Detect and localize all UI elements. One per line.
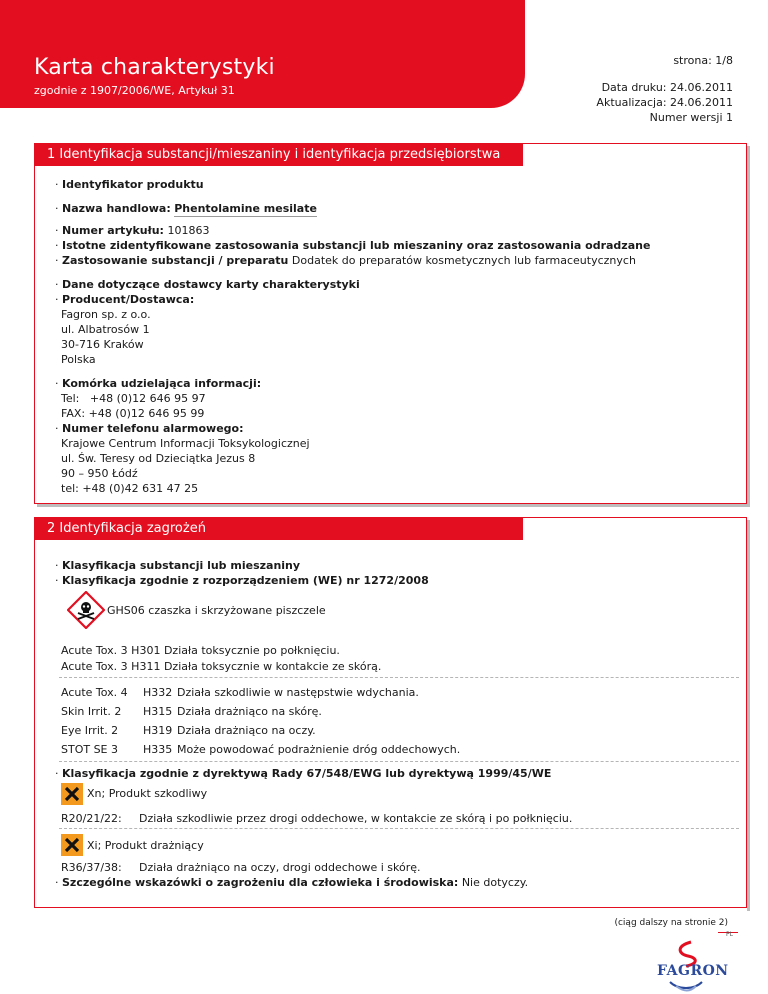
hazard-text: Może powodować podrażnienie dróg oddechowych. — [177, 743, 461, 756]
emergency-line: Krajowe Centrum Informacji Toksykologicznej — [61, 437, 310, 450]
producer-line: 30-716 Kraków — [61, 338, 144, 351]
hazard-row — [61, 742, 460, 757]
producer-line: Fagron sp. z o.o. — [61, 308, 151, 321]
hazard-row — [61, 685, 419, 700]
emergency-line: ul. Św. Teresy od Dzieciątka Jezus 8 — [61, 452, 256, 465]
hazard-category: Acute Tox. 4 — [61, 686, 128, 699]
special-hazards-row — [55, 875, 528, 890]
dsd-classification-label: · Klasyfikacja zgodnie z dyrektywą Rady 67/548/EWG lub dyrektywą 1999/45/WE — [55, 766, 551, 781]
article-number-value: 101863 — [167, 224, 210, 237]
xi-label: Xi; Produkt drażniący — [87, 839, 204, 852]
hazard-code: H315 — [143, 705, 173, 718]
document-title: Karta charakterystyki — [34, 55, 275, 80]
clp-classification-label: · Klasyfikacja zgodnie z rozporządzeniem (WE) nr 1272/2008 — [55, 573, 429, 588]
product-identifier-label: · Identyfikator produktu — [55, 177, 204, 192]
irritant-cross-icon — [61, 834, 83, 856]
identified-uses-label: · Istotne zidentyfikowane zastosowania substancji lub mieszaniny oraz zastosowania odradzane — [55, 238, 650, 253]
hazard-row — [61, 723, 316, 738]
special-hazards-label: Szczególne wskazówki o zagrożeniu dla człowieka i środowiska: — [62, 876, 459, 889]
section2-title: 2 Identyfikacja zagrożeń — [35, 518, 523, 540]
section1-shadow — [747, 146, 750, 507]
fax-line: FAX: +48 (0)12 646 95 99 — [61, 407, 205, 420]
trade-name-label: Nazwa handlowa: — [62, 202, 171, 215]
header-banner — [0, 0, 525, 108]
section1-shadow-bottom — [37, 504, 750, 507]
hazard-text: Działa drażniąco na oczy. — [177, 724, 316, 737]
xi-risk-code: R36/37/38: — [61, 861, 122, 874]
article-number-row — [55, 223, 209, 238]
producer-line: ul. Albatrosów 1 — [61, 323, 150, 336]
xn-risk-code: R20/21/22: — [61, 812, 122, 825]
hazard-text: Działa toksycznie po połknięciu. — [163, 644, 340, 657]
document-subtitle: zgodnie z 1907/2006/WE, Artykuł 31 — [34, 84, 235, 97]
hazard-row — [61, 704, 322, 719]
xn-risk-row — [61, 811, 572, 826]
producer-line: Polska — [61, 353, 96, 366]
phone-line: Tel: +48 (0)12 646 95 97 — [61, 392, 206, 405]
document-meta — [596, 80, 733, 125]
hazard-row — [61, 659, 381, 674]
trade-name-value: Phentolamine mesilate — [174, 202, 317, 215]
section-2 — [34, 517, 747, 908]
continued-note: (ciąg dalszy na stronie 2) — [614, 918, 728, 928]
xi-risk-row — [61, 860, 421, 875]
application-label: Zastosowanie substancji / preparatu — [62, 254, 289, 267]
hazard-category: Acute Tox. 3 — [61, 644, 128, 657]
hazard-code: H335 — [143, 743, 173, 756]
dashed-divider — [59, 761, 739, 762]
hazard-text: Działa toksycznie w kontakcie ze skórą. — [163, 660, 382, 673]
version-number: Numer wersji 1 — [649, 111, 733, 124]
emergency-line: 90 – 950 Łódź — [61, 467, 138, 480]
hazard-code: H332 — [143, 686, 173, 699]
emergency-phone-label: · Numer telefonu alarmowego: — [55, 421, 244, 436]
hazard-category: STOT SE 3 — [61, 743, 119, 756]
info-department-label: · Komórka udzielająca informacji: — [55, 376, 261, 391]
xi-risk-text: Działa drażniąco na oczy, drogi oddechowe i skórę. — [139, 861, 421, 874]
hazard-code: H301 — [131, 644, 161, 657]
section2-shadow — [747, 520, 750, 911]
print-date: Data druku: 24.06.2011 — [601, 81, 733, 94]
hazard-text: Działa szkodliwie w następstwie wdychania. — [177, 686, 419, 699]
hazard-category: Eye Irrit. 2 — [61, 724, 119, 737]
hazard-row — [61, 643, 340, 658]
dashed-divider — [59, 828, 739, 829]
skull-crossbones-icon — [67, 591, 105, 629]
hazard-category: Skin Irrit. 2 — [61, 705, 122, 718]
supplier-details-label: · Dane dotyczące dostawcy karty charakterystyki — [55, 277, 360, 292]
application-value: Dodatek do preparatów kosmetycznych lub farmaceutycznych — [291, 254, 636, 267]
application-row — [55, 253, 636, 268]
dashed-divider — [59, 677, 739, 678]
hazard-code: H311 — [131, 660, 161, 673]
xn-label: Xn; Produkt szkodliwy — [87, 787, 208, 800]
page-number: strona: 1/8 — [673, 54, 733, 67]
article-number-label: Numer artykułu: — [62, 224, 164, 237]
emergency-line: tel: +48 (0)42 631 47 25 — [61, 482, 199, 495]
language-code: PL — [726, 931, 733, 938]
section-1 — [34, 143, 747, 504]
update-date: Aktualizacja: 24.06.2011 — [596, 96, 733, 109]
hazard-text: Działa drażniąco na skórę. — [177, 705, 322, 718]
producer-label: · Producent/Dostawca: — [55, 292, 194, 307]
classification-label: · Klasyfikacja substancji lub mieszaniny — [55, 558, 300, 573]
xn-risk-text: Działa szkodliwie przez drogi oddechowe, w kontakcie ze skórą i po połknięciu. — [139, 812, 573, 825]
special-hazards-value: Nie dotyczy. — [461, 876, 529, 889]
hazard-category: Acute Tox. 3 — [61, 660, 128, 673]
hazard-code: H319 — [143, 724, 173, 737]
logo-text: FAGRON — [657, 963, 729, 979]
harmful-cross-icon — [61, 783, 83, 805]
trade-name-row — [55, 201, 317, 216]
ghs06-label: GHS06 czaszka i skrzyżowane piszczele — [107, 604, 326, 617]
section1-title: 1 Identyfikacja substancji/mieszaniny i identyfikacja przedsiębiorstwa — [35, 144, 523, 166]
